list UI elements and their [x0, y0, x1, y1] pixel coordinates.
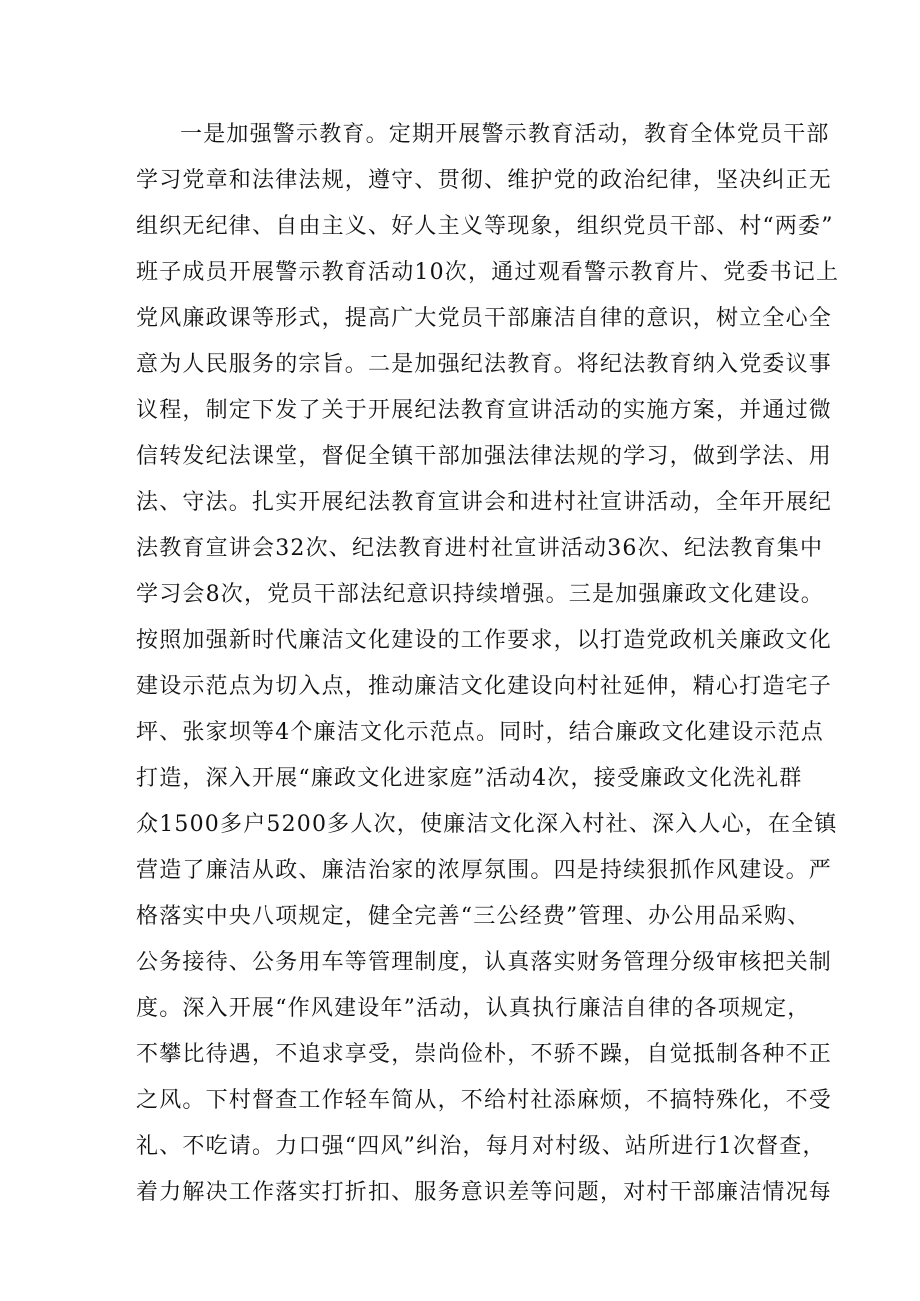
text-line: 格落实中央八项规定，健全完善“三公经费”管理、办公用品采购、 [136, 904, 811, 929]
text-line: 公务接待、公务用车等管理制度，认真落实财务管理分级审核把关制 [136, 950, 833, 975]
text-line: 信转发纪法课堂，督促全镇干部加强法律法规的学习，做到学法、用 [136, 444, 833, 469]
text-line: 建设示范点为切入点，推动廉洁文化建设向村社延伸，精心打造宅子 [136, 674, 833, 699]
text-line: 议程，制定下发了关于开展纪法教育宣讲活动的实施方案，并通过微 [136, 398, 833, 423]
text-line: 按照加强新时代廉洁文化建设的工作要求，以打造党政机关廉政文化 [136, 628, 833, 653]
text-line: 营造了廉洁从政、廉洁治家的浓厚氛围。四是持续狠抓作风建设。严 [136, 858, 833, 883]
text-line: 法、守法。扎实开展纪法教育宣讲会和进村社宣讲活动，全年开展纪 [136, 490, 833, 515]
text-line: 意为人民服务的宗旨。二是加强纪法教育。将纪法教育纳入党委议事 [136, 352, 833, 377]
text-line: 组织无纪律、自由主义、好人主义等现象，组织党员干部、村“两委” [136, 214, 834, 239]
text-line: 众1500多户5200多人次，使廉洁文化深入村社、深入人心，在全镇 [136, 812, 838, 837]
text-line: 之风。下村督查工作轻车简从，不给村社添麻烦，不搞特殊化，不受 [136, 1088, 833, 1113]
text-line: 打造，深入开展“廉政文化进家庭”活动4次，接受廉政文化洗礼群 [136, 766, 803, 791]
text-line: 一是加强警示教育。定期开展警示教育活动，教育全体党员干部 [180, 122, 830, 147]
text-line: 礼、不吃请。力口强“四风”纠治，每月对村级、站所进行1次督查， [136, 1134, 826, 1159]
text-line: 学习会8次，党员干部法纪意识持续增强。三是加强廉政文化建设。 [136, 582, 824, 607]
text-line: 党风廉政课等形式，提高广大党员干部廉洁自律的意识，树立全心全 [136, 306, 833, 331]
text-line: 班子成员开展警示教育活动10次，通过观看警示教育片、党委书记上 [136, 260, 840, 285]
body-paragraph [136, 112, 840, 1216]
text-line: 法教育宣讲会32次、纪法教育进村社宣讲活动36次、纪法教育集中 [136, 536, 824, 561]
text-line: 坪、张家坝等4个廉洁文化示范点。同时，结合廉政文化建设示范点 [136, 720, 824, 745]
text-line: 着力解决工作落实打折扣、服务意识差等问题，对村干部廉洁情况每 [136, 1180, 833, 1205]
text-line: 度。深入开展“作风建设年”活动，认真执行廉洁自律的各项规定， [136, 996, 811, 1021]
text-line: 学习党章和法律法规，遵守、贯彻、维护党的政治纪律，坚决纠正无 [136, 168, 833, 193]
text-line: 不攀比待遇，不追求享受，崇尚俭朴，不骄不躁，自觉抵制各种不正 [136, 1042, 833, 1067]
